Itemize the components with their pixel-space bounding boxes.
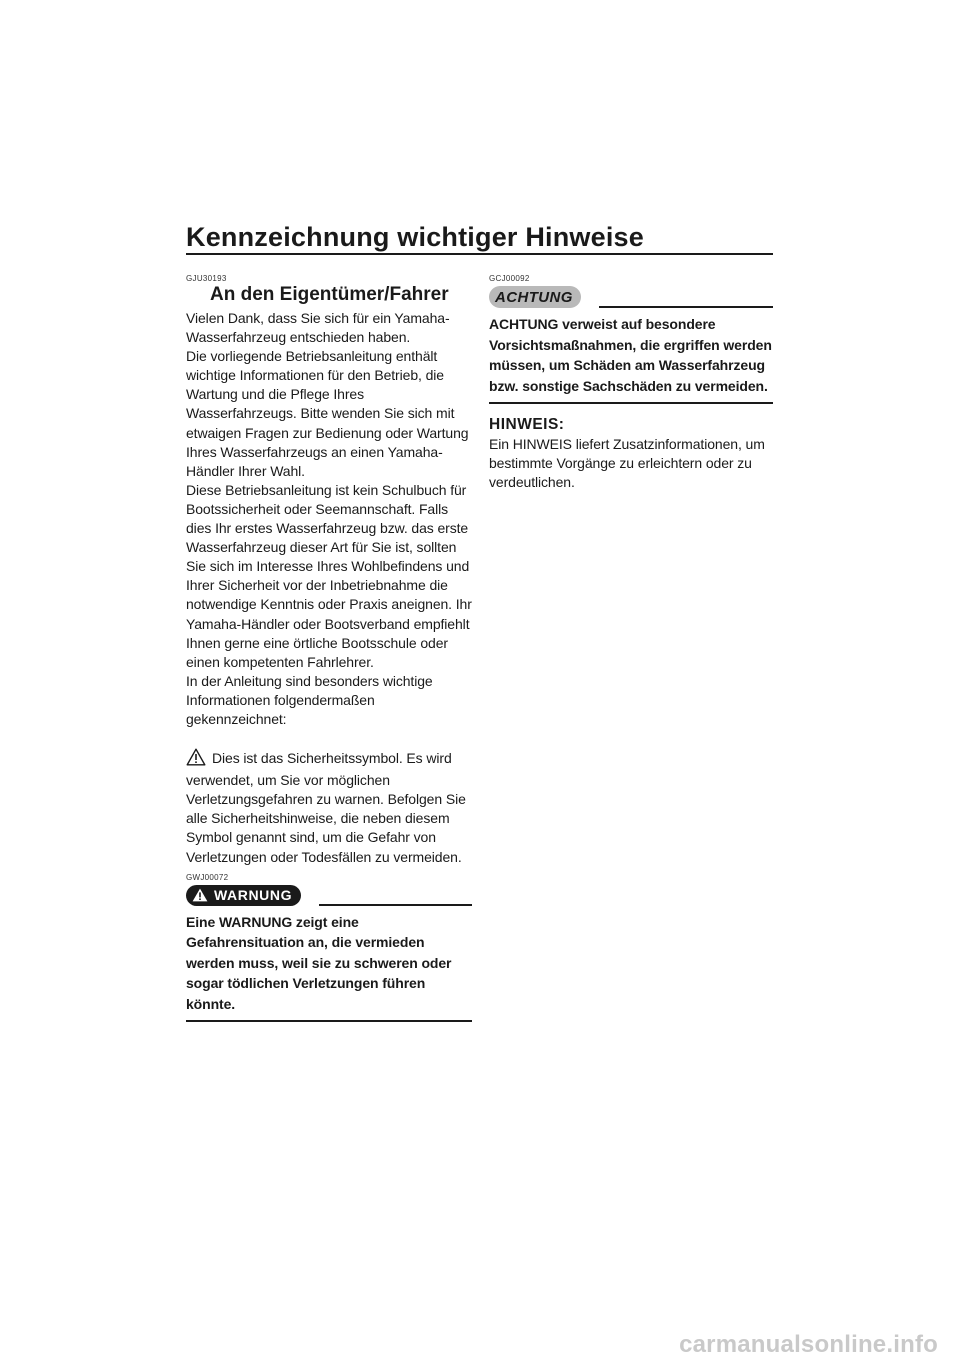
warning-rule <box>319 904 472 906</box>
warning-end-rule <box>186 1020 472 1022</box>
intro-paragraph-1: Vielen Dank, dass Sie sich für ein Yamaha-Wasserfahrzeug entschieden haben. <box>186 310 450 346</box>
caution-badge <box>489 286 581 308</box>
section-code: GJU30193 <box>186 274 227 283</box>
warning-label: WARNUNG <box>214 887 293 904</box>
warning-triangle-icon <box>192 888 208 902</box>
left-column <box>186 274 472 1022</box>
right-column <box>489 274 773 492</box>
watermark: carmanualsonline.info <box>679 1331 938 1358</box>
safety-symbol-text: Dies ist das Sicherheitssymbol. Es wird verwendet, um Sie vor möglichen Verletzungsgefahren zu warnen. Befolgen Sie alle Sicherheitshinweise, die neben diesem Symbol genannt sind, um die Gefahr von Verletzungen oder Todesfällen zu vermeiden. <box>186 750 466 865</box>
intro-paragraph-2: Die vorliegende Betriebsanleitung enthält wichtige Informationen für den Betrieb, die Wartung und die Pflege Ihres Wasserfahrzeugs. Bitte wenden Sie sich mit etwaigen Fragen zur Bedienung oder Wartung Ihres Wasserfahrzeugs an einen Yamaha-Händler Ihrer Wahl. <box>186 348 469 479</box>
caution-end-rule <box>489 402 773 404</box>
safety-symbol-paragraph <box>186 748 472 867</box>
intro-paragraph-4: In der Anleitung sind besonders wichtige Informationen folgendermaßen gekennzeichnet: <box>186 672 433 727</box>
caution-code: GCJ00092 <box>489 274 530 283</box>
warning-text: Eine WARNUNG zeigt eine Gefahrensituation an, die vermieden werden muss, weil sie zu schweren oder sogar tödlichen Verletzungen führen könnte. <box>186 913 452 1012</box>
warning-header <box>186 885 472 906</box>
title-rule <box>186 253 773 255</box>
section-heading: An den Eigentümer/Fahrer <box>210 284 449 305</box>
warning-badge <box>186 885 301 906</box>
caution-rule <box>599 306 773 308</box>
caution-text: ACHTUNG verweist auf besondere Vorsichtsmaßnahmen, die ergriffen werden müssen, um Schäden am Wasserfahrzeug bzw. sonstige Sachschäden zu vermeiden. <box>489 316 772 394</box>
caution-header <box>489 286 773 308</box>
warning-code: GWJ00072 <box>186 872 229 882</box>
intro-paragraph-3: Diese Betriebsanleitung ist kein Schulbuch für Bootssicherheit oder Seemannschaft. Falls dies Ihr erstes Wasserfahrzeug bzw. das erste Wasserfahrzeug dieser Art für Sie ist, sollten Sie sich im Interesse Ihres Wohlbefindens und Ihrer Sicherheit vor der Inbetriebnahme die notwendige Kenntnis oder Praxis aneignen. Ihr Yamaha-Händler oder Bootsverband empfiehlt Ihnen gerne eine örtliche Bootsschule oder einen kompetenten Fahrlehrer. <box>186 481 472 670</box>
note-text: Ein HINWEIS liefert Zusatzinformationen, um bestimmte Vorgänge zu erleichtern oder zu verdeutlichen. <box>489 436 765 491</box>
page-title: Kennzeichnung wichtiger Hinweise <box>186 222 644 252</box>
note-heading: HINWEIS: <box>489 416 565 433</box>
caution-label: ACHTUNG <box>495 288 573 306</box>
warning-triangle-icon <box>186 748 206 771</box>
